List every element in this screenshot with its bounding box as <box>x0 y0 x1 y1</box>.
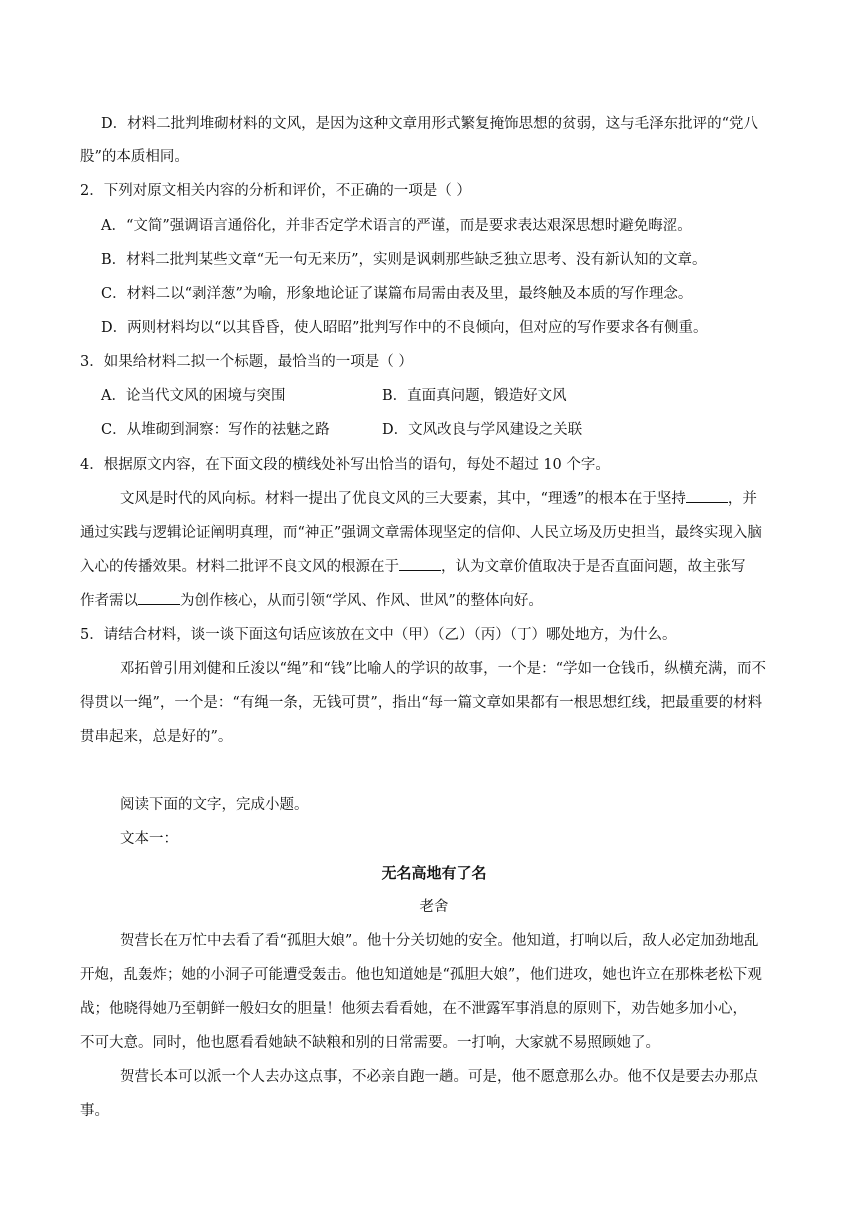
q1-option-d-line2: 股”的本质相同。 <box>80 149 189 165</box>
q3-option-b: B．直面真问题，锻造好文风 <box>382 388 567 404</box>
answer-blank-3[interactable] <box>138 591 180 605</box>
q3-stem: 3．如果给材料二拟一个标题，最恰当的一项是（ ） <box>80 354 413 370</box>
q5-quote-line1: 邓拓曾引用刘健和丘浚以“绳”和“钱”比喻人的学识的故事，一个是：“学如一仓钱币，纵横充满，而不 <box>120 661 767 677</box>
q3-option-d: D．文风改良与学风建设之关联 <box>382 422 583 438</box>
article-p1-line3: 战；他晓得她乃至朝鲜一般妇女的胆量！他须去看看她，在不泄露军事消息的原则下，劝告她多加小心， <box>80 1001 747 1017</box>
q1-option-d-line1: D．材料二批判堆砌材料的文风，是因为这种文章用形式繁复掩饰思想的贫弱，这与毛泽东批评的“党八 <box>101 116 759 132</box>
q5-stem: 5．请结合材料，谈一谈下面这句话应该放在文中（甲）（乙）（丙）（丁）哪处地方，为什么。 <box>80 627 677 643</box>
q5-quote-line3: 贯串起来，总是好的”。 <box>80 729 233 745</box>
q4-paragraph-line2: 通过实践与逻辑论证阐明真理，而“神正”强调文章需体现坚定的信仰、人民立场及历史担当，最终实现入脑 <box>80 525 762 541</box>
q4-paragraph-line4: 作者需以 为创作核心，从而引领“学风、作风、世风”的整体向好。 <box>80 593 543 609</box>
q2-option-a: A．“文简”强调语言通俗化，并非否定学术语言的严谨，而是要求表达艰深思想时避免晦涩。 <box>101 218 692 234</box>
q2-option-d: D．两则材料均以“以其昏昏，使人昭昭”批判写作中的不良倾向，但对应的写作要求各有侧重。 <box>101 320 708 336</box>
article-p2-line1: 贺营长本可以派一个人去办这点事，不必亲自跑一趟。可是，他不愿意那么办。他不仅是要去办那点 <box>120 1069 758 1085</box>
q2-option-b: B．材料二批判某些文章“无一句无来历”，实则是讽刺那些缺乏独立思考、没有新认知的文章。 <box>101 252 707 268</box>
answer-blank-2[interactable] <box>399 557 441 571</box>
answer-blank-1[interactable] <box>686 489 728 503</box>
q2-stem: 2．下列对原文相关内容的分析和评价，不正确的一项是（ ） <box>80 183 471 199</box>
reading-intro: 阅读下面的文字，完成小题。 <box>120 797 309 813</box>
article-p1-line1: 贺营长在万忙中去看了看“孤胆大娘”。他十分关切她的安全。他知道，打响以后，敌人必定加劲地乱 <box>120 933 759 949</box>
q2-option-c: C．材料二以“剥洋葱”为喻，形象地论证了谋篇布局需由表及里，最终触及本质的写作理念。 <box>101 286 693 302</box>
q4-stem: 4．根据原文内容，在下面文段的横线处补写出恰当的语句，每处不超过 10 个字。 <box>80 457 610 473</box>
article-p1-line4: 不可大意。同时，他也愿看看她缺不缺粮和别的日常需要。一打响，大家就不易照顾她了。 <box>80 1035 660 1051</box>
q4-paragraph-line1: 文风是时代的风向标。材料一提出了优良文风的三大要素，其中，“理透”的根本在于坚持 ，并 <box>120 491 757 507</box>
q4-paragraph-line3: 入心的传播效果。材料二批评不良文风的根源在于 ，认为文章价值取决于是否直面问题，故主张写 <box>80 559 746 575</box>
q3-option-c: C．从堆砌到洞察：写作的祛魅之路 <box>101 422 330 438</box>
article-p2-line2: 事。 <box>80 1103 109 1119</box>
q3-option-a: A．论当代文风的困境与突围 <box>101 388 286 404</box>
article-p1-line2: 开炮，乱轰炸；她的小洞子可能遭受轰击。他也知道她是“孤胆大娘”，他们进攻，她也许立在那株老松下观 <box>80 967 762 983</box>
article-title: 无名高地有了名 <box>381 864 487 882</box>
article-author: 老舍 <box>419 899 449 915</box>
q5-quote-line2: 得贯以一绳”，一个是：“有绳一条，无钱可贯”，指出“每一篇文章如果都有一根思想红线，把最重要的材料 <box>80 695 763 711</box>
text-one-label: 文本一： <box>120 831 178 847</box>
